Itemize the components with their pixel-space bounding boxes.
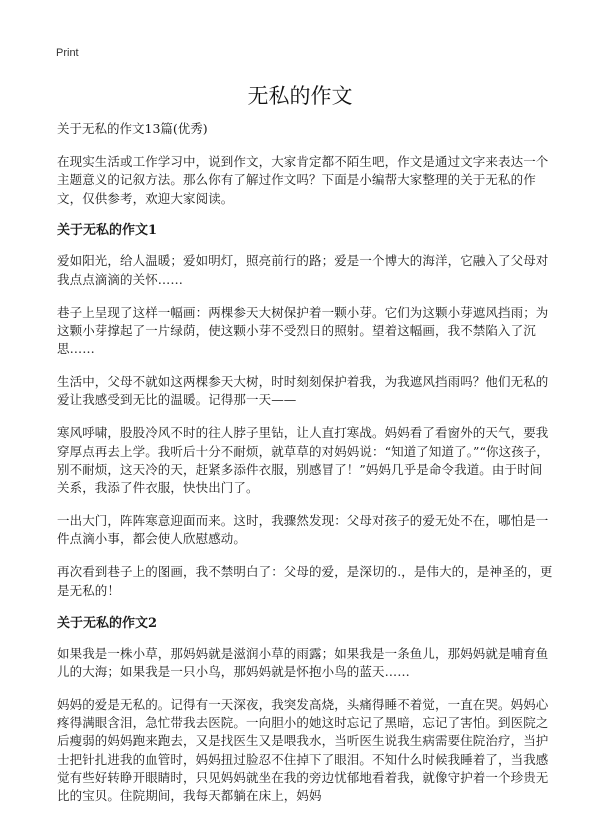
section-1	[57, 222, 553, 599]
paragraph: 爱如阳光，给人温暖；爱如明灯，照亮前行的路；爱是一个博大的海洋，它融入了父母对我点点滴滴的关怀……	[57, 253, 549, 287]
paragraph: 妈妈的爱是无私的。记得有一天深夜，我突发高烧，头痛得睡不着觉，一直在哭。妈妈心疼得满眼含泪，急忙带我去医院。一向胆小的她这时忘记了黑暗，忘记了害怕。到医院之后瘦弱的妈妈跑来跑去，又是找医生又是喂我水，当听医生说我生病需要住院治疗，当护士把针扎进我的血管时，妈妈扭过脸忍不住掉下了眼泪。不知什么时候我睡着了，当我感觉有些好转睁开眼睛时，只见妈妈就坐在我的旁边忧郁地看着我，就像守护着一个珍贵无比的宝贝。住院期间，我每天都躺在床上，妈妈	[57, 696, 549, 804]
paragraph: 一出大门，阵阵寒意迎面而来。这时，我骤然发现：父母对孩子的爱无处不在，哪怕是一件点滴小事，都会使人欣慰感动。	[57, 513, 549, 547]
paragraph: 生活中，父母不就如这两棵参天大树，时时刻刻保护着我，为我遮风挡雨吗？他们无私的爱让我感受到无比的温暖。记得那一天——	[57, 374, 549, 408]
section-2	[57, 615, 553, 806]
section-heading: 关于无私的作文1	[57, 223, 158, 239]
print-link[interactable]: Print	[56, 47, 79, 59]
paragraph: 寒风呼啸，股股冷风不时的往人脖子里钻，让人直打寒战。妈妈看了看窗外的天气，要我穿厚点再去上学。我听后十分不耐烦，就草草的对妈妈说：“知道了知道了。”“你这孩子，别不耐烦，这天冷的天，赶紧多添件衣服，别感冒了！”妈妈几乎是命令我道。由于时间关系，我添了件衣服，快快出门了。	[57, 425, 550, 496]
document-title: 无私的作文	[247, 84, 353, 108]
paragraph: 如果我是一株小草，那妈妈就是滋润小草的雨露；如果我是一条鱼儿，那妈妈就是哺育鱼儿的大海；如果我是一只小鸟，那妈妈就是怀抱小鸟的蓝天……	[57, 645, 549, 679]
intro-paragraph: 在现实生活或工作学习中，说到作文，大家肯定都不陌生吧，作文是通过文字来表达一个主题意义的记叙方法。那么你有了解过作文吗？下面是小编帮大家整理的关于无私的作文，仅供参考，欢迎大家阅读。	[57, 154, 549, 206]
paragraph: 再次看到巷子上的图画，我不禁明白了：父母的爱，是深切的.，是伟大的，是神圣的，更是无私的！	[57, 564, 553, 598]
document-body	[57, 119, 553, 820]
document-subtitle: 关于无私的作文13篇(优秀)	[57, 121, 208, 136]
paragraph: 巷子上呈现了这样一幅画：两棵参天大树保护着一颗小芽。它们为这颗小芽遮风挡雨；为这颗小芽撑起了一片绿荫，使这颗小芽不受烈日的照射。望着这幅画，我不禁陷入了沉思……	[57, 304, 549, 357]
section-heading: 关于无私的作文2	[57, 615, 158, 631]
